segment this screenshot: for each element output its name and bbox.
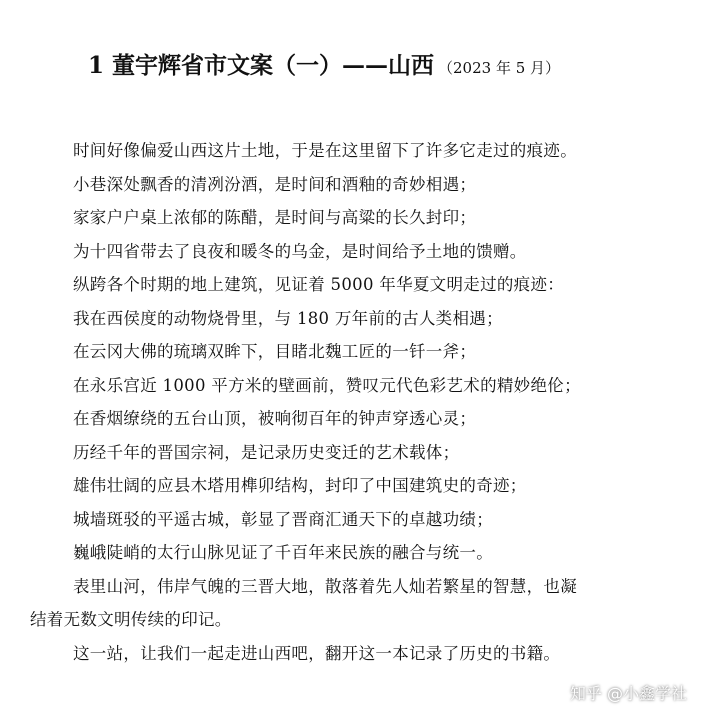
zhihu-watermark: 知乎 @小鑫学社 (569, 684, 687, 703)
text-line: 巍峨陡峭的太行山脉见证了千百年来民族的融合与统一。 (73, 543, 493, 562)
text-line: 结着无数文明传续的印记。 (30, 610, 232, 629)
text-line: 在云冈大佛的琉璃双眸下，目睹北魏工匠的一钎一斧； (73, 342, 477, 361)
text-line: 表里山河，伟岸气魄的三晋大地，散落着先人灿若繁星的智慧，也凝 (73, 576, 577, 596)
text-line: 这一站，让我们一起走进山西吧，翻开这一本记录了历史的书籍。 (73, 643, 561, 663)
text-line: 在香烟缭绕的五台山顶，被响彻百年的钟声穿透心灵； (73, 409, 477, 428)
text-line: 纵跨各个时期的地上建筑，见证着 5000 年华夏文明走过的痕迹： (73, 275, 565, 294)
title-date: （2023 年 5 月） (438, 59, 561, 77)
text-line: 在永乐宫近 1000 平方米的壁画前，赞叹元代色彩艺术的精妙绝伦； (73, 375, 581, 395)
document-title (88, 50, 560, 84)
title-main: 1 董宇辉省市文案（一）——山西 (88, 52, 435, 79)
text-line: 小巷深处飘香的清冽汾酒，是时间和酒釉的奇妙相遇； (73, 174, 477, 194)
text-line: 历经千年的晋国宗祠，是记录历史变迁的艺术载体； (73, 442, 460, 462)
document-body (30, 134, 673, 670)
text-line: 家家户户桌上浓郁的陈醋，是时间与高粱的长久封印； (73, 208, 477, 227)
text-line: 我在西侯度的动物烧骨里，与 180 万年前的古人类相遇； (73, 308, 503, 328)
text-line: 为十四省带去了良夜和暖冬的乌金，是时间给予土地的馈赠。 (73, 241, 527, 261)
text-line: 雄伟壮阔的应县木塔用榫卯结构，封印了中国建筑史的奇迹； (73, 476, 527, 495)
text-line: 城墙斑驳的平遥古城，彰显了晋商汇通天下的卓越功绩； (73, 509, 493, 529)
text-line: 时间好像偏爱山西这片土地，于是在这里留下了许多它走过的痕迹。 (73, 141, 577, 160)
